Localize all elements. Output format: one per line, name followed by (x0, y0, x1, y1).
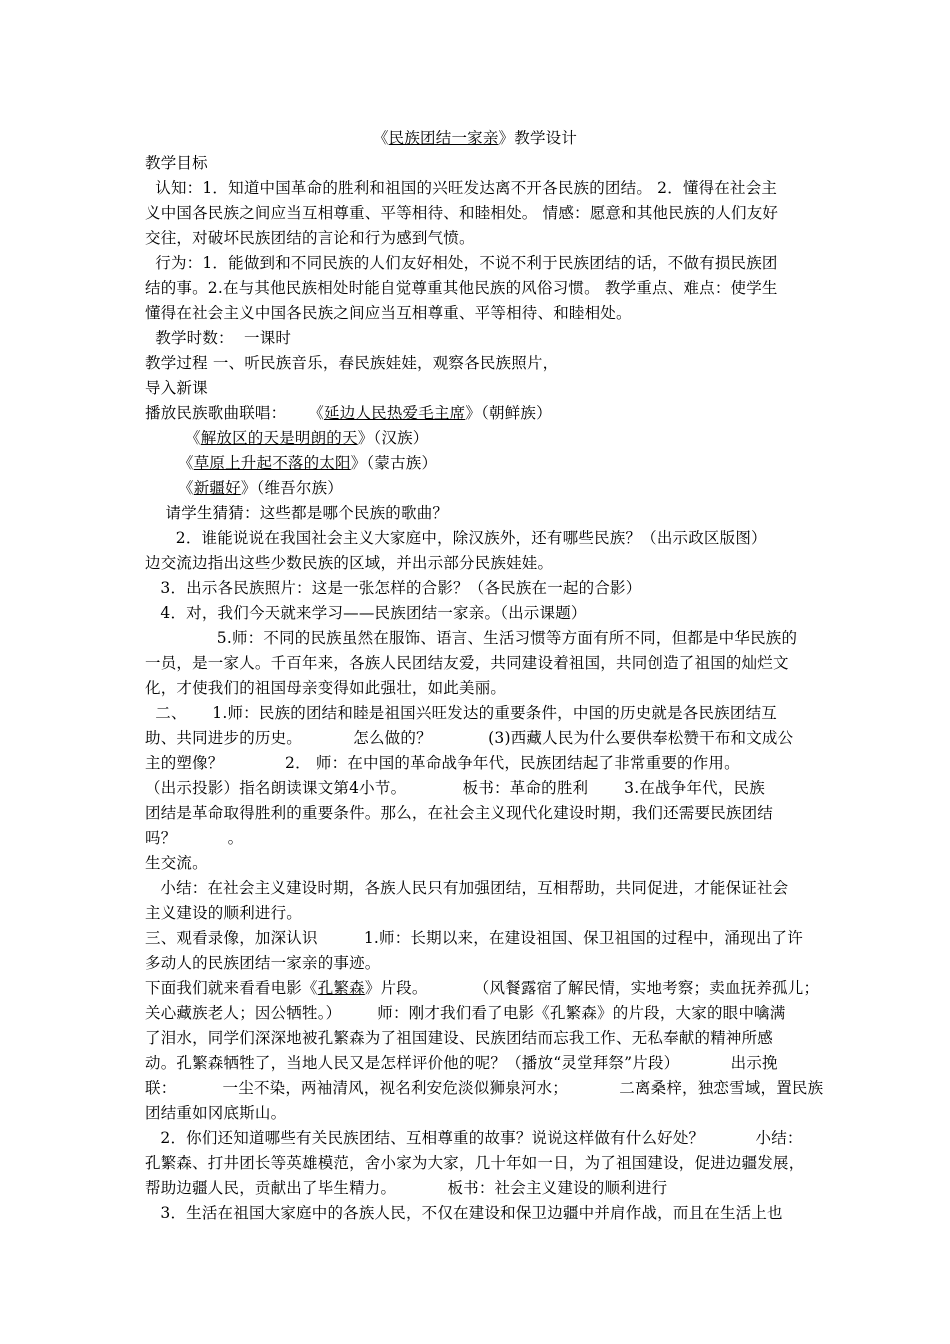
text-line: 生交流。 (145, 854, 208, 872)
song-ethnic: 》（蒙古族） (350, 454, 438, 472)
text-line: 团结是革命取得胜利的重要条件。那么，在社会主义现代化建设时期，我们还需要民族团结 (145, 804, 774, 822)
title-rest: 》教学设计 (498, 129, 578, 147)
text-line: 动。孔繁森牺牲了，当地人民又是怎样评价他的呢？（播放“灵堂拜祭”片段） 出示挽 (145, 1054, 778, 1072)
film-line (145, 978, 825, 998)
text-line: 结的事。2.在与其他民族相处时能自觉尊重其他民族的风俗习惯。 教学重点、难点：使学生 (145, 279, 778, 297)
film-title: 孔繁森 (317, 979, 365, 997)
text-line: 主的塑像？ 2． 师：在中国的革命战争年代，民族团结起了非常重要的作用。 (145, 754, 740, 772)
text-line: 吗？ 。 (145, 829, 244, 847)
film-post: 》片段。 （风餐露宿了解民情，实地考察；卖血抚养孤儿； (364, 979, 820, 997)
text-line: 团结重如冈底斯山。 (145, 1104, 287, 1122)
text-line: 4．对，我们今天就来学习——民族团结一家亲。（出示课题） (145, 604, 587, 622)
text-line: 导入新课 (145, 379, 208, 397)
song-ethnic: 》（维吾尔族） (240, 479, 343, 497)
text-line: 一员，是一家人。千百年来，各族人民团结友爱，共同建设着祖国，共同创造了祖国的灿烂文 (145, 654, 789, 672)
text-line: 交往，对破坏民族团结的言论和行为感到气愤。 (145, 229, 475, 247)
text-line: （出示投影）指名朗读课文第4小节。 板书：革命的胜利 3.在战争年代，民族 (145, 779, 765, 797)
song-line (178, 478, 858, 498)
text-line: 多动人的民族团结一家亲的事迹。 (145, 954, 381, 972)
title-underlined: 民族团结一家亲 (388, 129, 499, 147)
song-line (185, 428, 865, 448)
song-title: 草原上升起不落的太阳 (193, 454, 351, 472)
text-line: 行为：1．能做到和不同民族的人们友好相处，不说不利于民族团结的话，不做有损民族团 (145, 254, 778, 272)
text-line: 二、 1.师：民族的团结和睦是祖国兴旺发达的重要条件，中国的历史就是各民族团结互 (145, 704, 777, 722)
text-line: 请学生猜猜：这些都是哪个民族的歌曲？ (145, 504, 449, 522)
song-intro-line (145, 403, 825, 423)
text-line: 孔繁森、打井团长等英雄模范，舍小家为大家，几十年如一日，为了祖国建设，促进边疆发展， (145, 1154, 805, 1172)
text-line: 了泪水，同学们深深地被孔繁森为了祖国建设、民族团结而忘我工作、无私奉献的精神所感 (145, 1029, 774, 1047)
text-line: 关心藏族老人；因公牺牲。） 师：刚才我们看了电影《孔繁森》的片段，大家的眼中噙满 (145, 1004, 786, 1022)
text-line: 教学时数： 一课时 (145, 329, 292, 347)
song-bracket: 《 (178, 479, 194, 497)
text-line: 三、观看录像，加深认识 1.师：长期以来，在建设祖国、保卫祖国的过程中，涌现出了许 (145, 929, 803, 947)
text-line: 帮助边疆人民，贡献出了毕生精力。 板书：社会主义建设的顺利进行 (145, 1179, 668, 1197)
text-line: 化，才使我们的祖国母亲变得如此强壮，如此美丽。 (145, 679, 507, 697)
document-title (0, 128, 950, 148)
text-line: 主义建设的顺利进行。 (145, 904, 303, 922)
text-line: 小结：在社会主义建设时期，各族人民只有加强团结，互相帮助，共同促进，才能保证社会 (145, 879, 789, 897)
song-ethnic: 》（汉族） (357, 429, 429, 447)
text-line: 2．谁能说说在我国社会主义大家庭中，除汉族外，还有哪些民族？（出示政区版图） (145, 529, 767, 547)
section-heading-objectives: 教学目标 (145, 154, 208, 172)
song-bracket: 《 (185, 429, 201, 447)
song-bracket: 《 (308, 404, 325, 422)
text-line: 2．你们还知道哪些有关民族团结、互相尊重的故事？说说这样做有什么好处？ 小结： (145, 1129, 803, 1147)
song-title: 新疆好 (193, 479, 241, 497)
text-line: 联： 一尘不染，两袖清风，视名利安危淡似狮泉河水； 二离桑梓，独恋雪域，置民族 (145, 1079, 824, 1097)
text-line: 教学过程 一、听民族音乐，春民族娃娃，观察各民族照片， (145, 354, 559, 372)
text-line: 助、共同进步的历史。 怎么做的？ (3)西藏人民为什么要供奉松赞干布和文成公 (145, 729, 794, 747)
text-line: 懂得在社会主义中国各民族之间应当互相尊重、平等相待、和睦相处。 (145, 304, 632, 322)
song-line (178, 453, 858, 473)
text-line: 3．出示各民族照片：这是一张怎样的合影？（各民族在一起的合影） (145, 579, 642, 597)
film-pre: 下面我们就来看看电影《 (145, 979, 318, 997)
text-line: 义中国各民族之间应当互相尊重、平等相待、和睦相处。 情感：愿意和其他民族的人们友好 (145, 204, 779, 222)
text-line: 3．生活在祖国大家庭中的各族人民，不仅在建设和保卫边疆中并肩作战，而且在生活上也 (145, 1204, 783, 1222)
song-title: 延边人民热爱毛主席 (324, 404, 466, 422)
title-open: 《 (372, 129, 389, 147)
song-intro: 播放民族歌曲联唱： (145, 404, 287, 422)
text-line: 边交流边指出这些少数民族的区域，并出示部分民族娃娃。 (145, 554, 554, 572)
song-ethnic: 》（朝鲜族） (465, 404, 552, 422)
song-bracket: 《 (178, 454, 194, 472)
text-line: 认知：1．知道中国革命的胜利和祖国的兴旺发达离不开各民族的团结。 2．懂得在社会主 (145, 179, 778, 197)
song-title: 解放区的天是明朗的天 (200, 429, 358, 447)
text-line: 5.师：不同的民族虽然在服饰、语言、生活习惯等方面有所不同，但都是中华民族的 (145, 629, 798, 647)
